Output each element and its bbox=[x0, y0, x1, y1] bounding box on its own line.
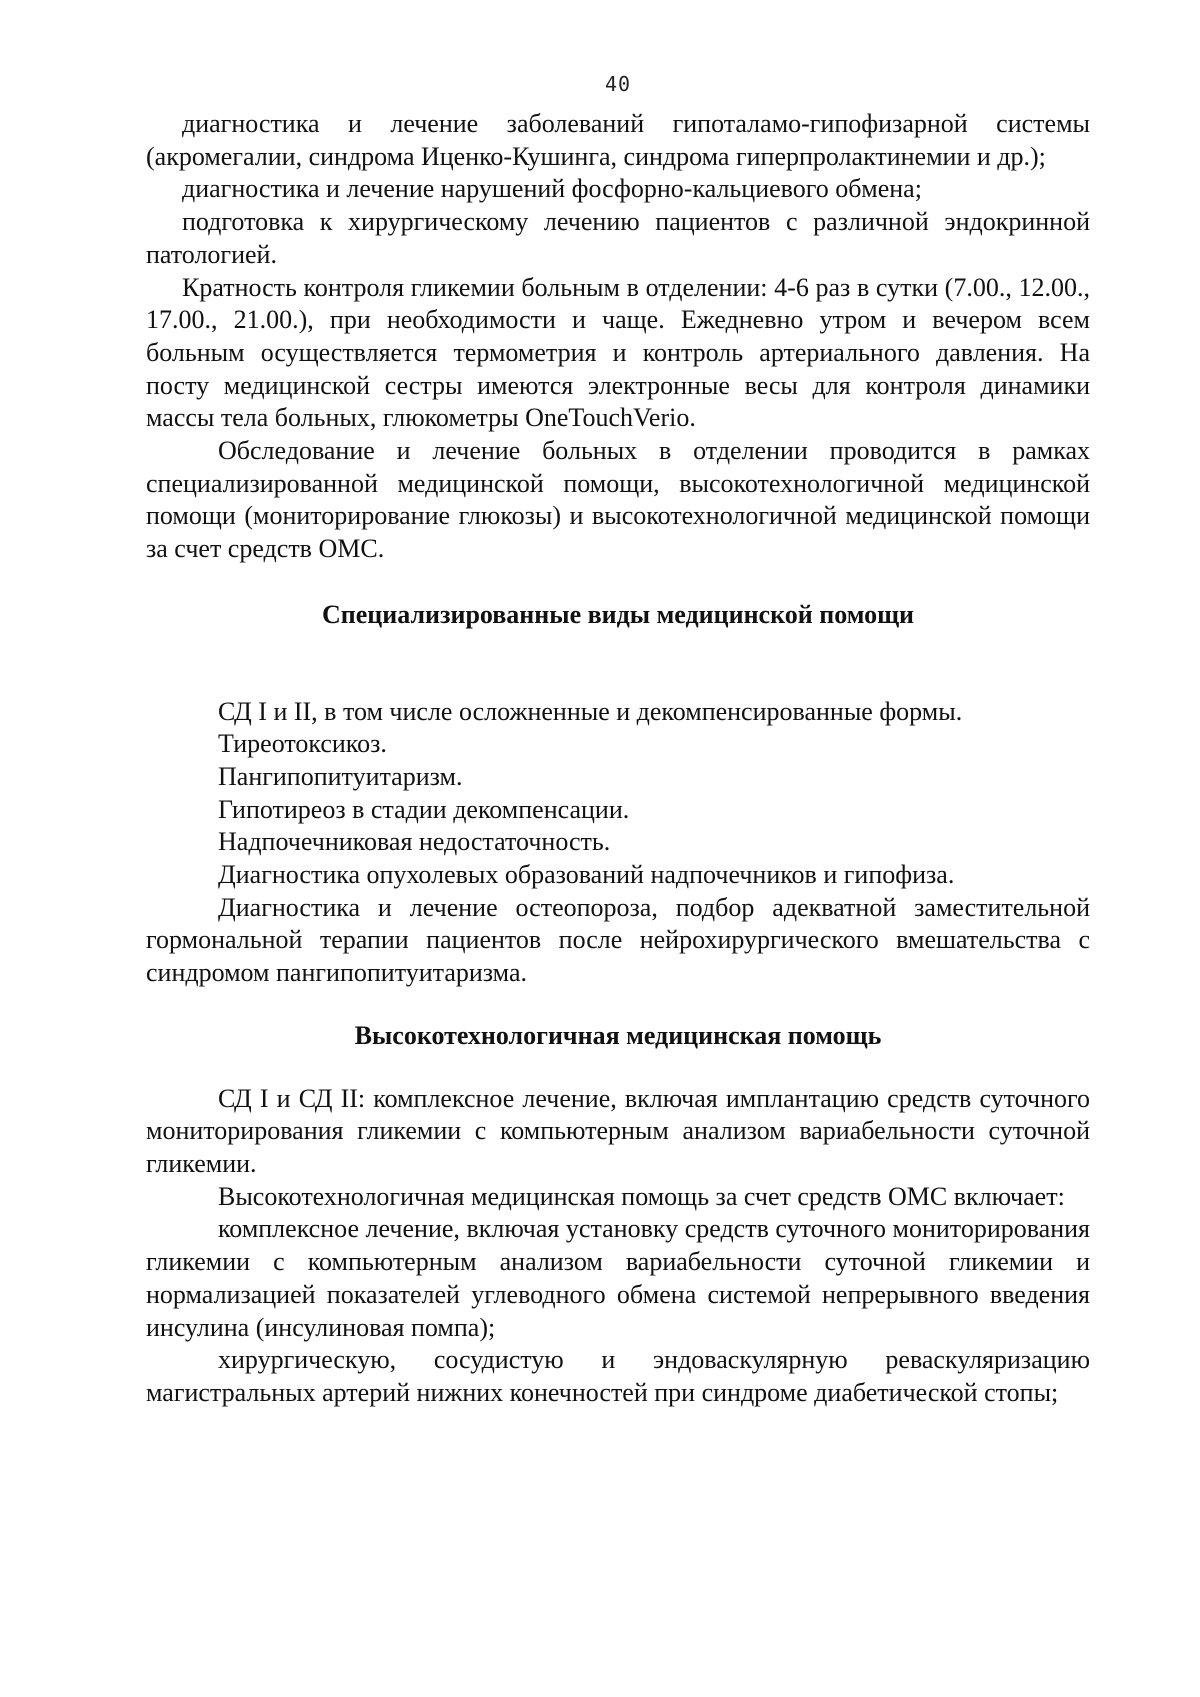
specialized-heading-wrap bbox=[146, 599, 1090, 632]
intro-paragraph: Кратность контроля гликемии больным в отделении: 4-6 раз в сутки (7.00., 12.00., 17.00., 21.00.), при необходимости и чаще. Ежедневно утром и вечером всем больным осуществляется термометрия и контроль артериального давления. На посту медицинской сестры имеются электронные весы для контроля динамики массы тела больных, глюкометры OneTouchVerio. bbox=[146, 272, 1090, 433]
intro-paragraph: диагностика и лечение нарушений фосфорно-кальциевого обмена; bbox=[182, 174, 922, 204]
hightech-heading-wrap bbox=[146, 1020, 1090, 1053]
hightech-paragraph: СД I и СД II: комплексное лечение, включая имплантацию средств суточного мониторирования гликемии с компьютерным анализом вариабельности суточной гликемии. bbox=[146, 1083, 1090, 1178]
intro-paragraph: диагностика и лечение заболеваний гипоталамо-гипофизарной системы (акромегалии, синдрома Иценко-Кушинга, синдрома гиперпролактинемии и др.); bbox=[146, 109, 1090, 171]
intro-section bbox=[146, 108, 1090, 566]
list-item: Диагностика опухолевых образований надпочечников и гипофиза. bbox=[218, 860, 955, 890]
hightech-sub-item: комплексное лечение, включая установку средств суточного мониторирования гликемии с компьютерным анализом вариабельности суточной гликемии и нормализацией показателей углеводного обмена системой непрерывного введения инсулина (инсулиновая помпа); bbox=[146, 1214, 1090, 1342]
hightech-paragraph: Высокотехнологичная медицинская помощь за счет средств ОМС включает: bbox=[218, 1181, 1065, 1211]
intro-paragraph: подготовка к хирургическому лечению пациентов с различной эндокринной патологией. bbox=[146, 207, 1090, 269]
list-item: СД I и II, в том числе осложненные и декомпенсированные формы. bbox=[218, 696, 963, 726]
hightech-sub-item: хирургическую, сосудистую и эндоваскулярную реваскуляризацию магистральных артерий нижних конечностей при синдроме диабетической стопы; bbox=[146, 1345, 1090, 1407]
list-item: Пангипопитуитаризм. bbox=[218, 761, 463, 791]
specialized-list bbox=[146, 696, 1090, 990]
hightech-section bbox=[146, 1083, 1090, 1410]
page-number: 40 bbox=[604, 72, 632, 96]
list-item: Тиреотоксикоз. bbox=[218, 729, 387, 759]
list-item: Диагностика и лечение остеопороза, подбор адекватной заместительной гормональной терапии пациентов после нейрохирургического вмешательства с синдромом пангипопитуитаризма. bbox=[146, 892, 1090, 988]
section-heading-specialized: Специализированные виды медицинской помощи bbox=[321, 599, 915, 629]
intro-paragraph: Обследование и лечение больных в отделении проводится в рамках специализированной медицинской помощи, высокотехнологичной медицинской помощи (мониторирование глюкозы) и высокотехнологичной медицинской помощи за счет средств ОМС. bbox=[146, 436, 1090, 564]
section-heading-hightech: Высокотехнологичная медицинская помощь bbox=[354, 1020, 882, 1050]
list-item: Надпочечниковая недостаточность. bbox=[218, 827, 611, 857]
list-item: Гипотиреоз в стадии декомпенсации. bbox=[218, 794, 630, 824]
